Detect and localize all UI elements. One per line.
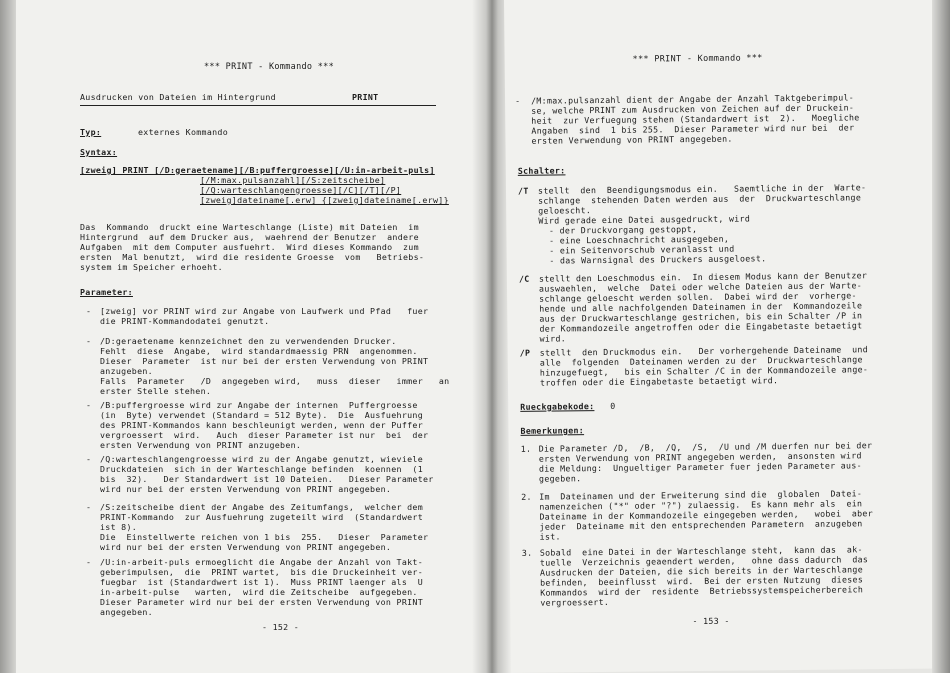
- param-line: Dieser Parameter wird nur bei der ersten Verwendung von PRINT: [100, 597, 424, 607]
- remark-number: 2.: [521, 491, 532, 502]
- param-line: [zweig] vor PRINT wird zur Angabe von Laufwerk und Pfad fuer: [100, 306, 429, 316]
- switch-line: Wird gerade eine Datei ausgedruckt, wird: [538, 213, 751, 226]
- page-header: *** PRINT - Kommando ***: [204, 62, 335, 72]
- switch-line: aus der Druckwarteschlange gestrichen, bis ein Schalter /P in: [539, 310, 863, 324]
- param-line: (in Byte) verwendet (Standard = 512 Byte). Die Ausfuehrung: [100, 410, 424, 420]
- command-name: PRINT: [352, 92, 379, 102]
- param-line: /S:zeitscheibe dient der Angabe des Zeitumfangs, welcher dem: [100, 502, 424, 512]
- param-line: vergroessert wird. Auch dieser Parameter ist nur bei der: [100, 430, 429, 440]
- param-line: ersten Verwendung von PRINT angegeben.: [531, 133, 733, 146]
- syntax-line: [zweig]dateiname[.erw] {[zweig]dateiname[.erw]}: [200, 195, 449, 205]
- switch-line: - das Warnsignal des Druckers ausgeloest.: [538, 253, 767, 266]
- bullet-dash: -: [86, 557, 92, 567]
- bullet-dash: -: [86, 306, 92, 316]
- rueckgabekode-value: 0: [610, 400, 616, 411]
- switch-line: stellt den Druckmodus ein. Der vorhergehende Dateiname und: [539, 344, 869, 358]
- section-title: Ausdrucken von Dateien im Hintergrund: [80, 92, 276, 102]
- param-line: heit zur Verfuegung stehen (Standardwert ist 2). Moegliche: [531, 112, 860, 126]
- switch-line: schlange stehenden Daten werden aus der Druckwarteschlange: [538, 192, 862, 206]
- remark-line: Sobald eine Datei in der Warteschlange steht, kann das ak-: [539, 544, 863, 558]
- syntax-line: [zweig] PRINT [/D:geraetename][/B:puffergroesse][/U:in-arbeit-puls]: [80, 165, 435, 175]
- param-line: /U:in-arbeit-puls ermoeglicht die Angabe der Anzahl von Takt-: [100, 557, 424, 567]
- switch-line: hinzugefuegt, bis ein Schalter /C in der Kommandozeile ange-: [539, 364, 869, 378]
- parameter-label: Parameter:: [80, 287, 133, 297]
- param-line: /Q:warteschlangengroesse wird zu der Angabe genutzt, wieviele: [100, 454, 424, 464]
- param-line: bis 32). Der Standardwert ist 10 Dateien. Dieser Parameter: [100, 474, 434, 484]
- bullet-dash: -: [86, 400, 92, 410]
- switch-key: /C: [518, 273, 530, 284]
- param-line: angegeben.: [100, 607, 153, 617]
- param-line: des PRINT-Kommandos kann beschleunigt werden, wenn der Puffer: [100, 420, 424, 430]
- remark-line: vergroessert.: [540, 596, 610, 608]
- param-line: geberimpulsen, die PRINT wartet, bis die Druckeinheit ver-: [100, 567, 424, 577]
- param-line: Druckdateien sich in der Warteschlange befinden koennen (1: [100, 464, 424, 474]
- param-line: /B:puffergroesse wird zur Angabe der internen Puffergroesse: [100, 400, 418, 410]
- switch-line: der Kommandozeile angetroffen oder die Eingabetaste betaetigt: [539, 320, 863, 334]
- page-153: [504, 0, 941, 673]
- remark-line: gegeben.: [538, 473, 582, 484]
- param-line: wird nur bei der ersten Verwendung von PRINT angegeben.: [100, 542, 392, 552]
- remark-line: tuelle Verzeichnis geaendert werden, ohne dass dadurch das: [539, 554, 869, 568]
- param-line: Fehlt diese Angabe, wird standardmaessig PRN angenommen.: [100, 346, 418, 356]
- param-line: se, welche PRINT zum Ausdrucken von Zeichen auf der Druckein-: [531, 102, 855, 116]
- param-line: PRINT-Kommando zur Ausfuehrung zugeteilt wird (Standardwert: [100, 512, 424, 522]
- param-line: /M:max.pulsanzahl dient der Angabe der Anzahl Taktgeberimpul-: [531, 92, 855, 106]
- remark-line: Im Dateinamen und der Erweiterung sind die globalen Datei-: [539, 488, 863, 502]
- page-number: - 153 -: [692, 615, 730, 627]
- switch-line: stellt den Loeschmodus ein. In diesem Modus kann der Benutzer: [538, 270, 868, 284]
- bullet-dash: -: [86, 502, 92, 512]
- switch-key: /P: [519, 347, 531, 358]
- switch-line: wird.: [539, 333, 567, 344]
- param-line: anzugeben.: [100, 366, 153, 376]
- page-152: [16, 0, 478, 673]
- param-line: fuegbar ist (Standardwert ist 1). Muss PRINT laenger als U: [100, 577, 424, 587]
- syntax-line: [/M:max.pulsanzahl][/S:zeitscheibe]: [200, 175, 386, 185]
- title-rule: [80, 105, 436, 106]
- remark-number: 1.: [520, 443, 532, 454]
- intro-line: system im Speicher erhoeht.: [80, 262, 223, 272]
- syntax-label: Syntax:: [80, 147, 118, 157]
- switch-key: /T: [517, 185, 529, 196]
- switch-line: - eine Loeschnachricht ausgegeben,: [538, 233, 730, 246]
- param-line: Angaben sind 1 bis 255. Dieser Parameter wird nur bei der: [531, 122, 855, 136]
- switch-line: auswaehlen, welche Datei oder welche Dateien aus der Warte-: [538, 280, 863, 294]
- intro-line: Das Kommando druckt eine Warteschlange (Liste) mit Dateien im: [80, 222, 419, 232]
- typ-value: externes Kommando: [138, 127, 229, 137]
- switch-line: geloescht.: [538, 205, 592, 216]
- remark-line: befinden, beeinflusst wird. Bei der ersten Nutzung dieses: [540, 574, 864, 588]
- param-line: wird nur bei der ersten Verwendung von PRINT angegeben.: [100, 484, 392, 494]
- remark-number: 3.: [521, 547, 533, 558]
- intro-line: Hintergrund auf dem Drucker aus, waehrend der Benutzer andere: [80, 232, 419, 242]
- remark-line: Kommandos wird der residente Betriebssystemspeicherbereich: [540, 584, 864, 598]
- remark-line: ist.: [539, 531, 561, 542]
- bullet-dash: -: [86, 336, 92, 346]
- param-line: erster Stelle stehen.: [100, 386, 212, 396]
- param-line: /D:geraetename kennzeichnet den zu verwendenden Drucker.: [100, 336, 397, 346]
- bullet-dash: -: [515, 95, 521, 106]
- page-number: - 152 -: [262, 622, 300, 632]
- switch-line: hende und alle nachfolgenden Dateinamen in der Kommandozeile: [539, 300, 863, 314]
- switch-line: schlange geloescht werden sollen. Dabei wird der vorherge-: [539, 290, 857, 304]
- intro-line: Aufgaben mit dem Computer ausfuehrt. Wird dieses Kommando zum: [80, 242, 419, 252]
- remark-line: Dateiname in der Kommandozeile eingegeben werden, wobei aber: [539, 508, 874, 522]
- param-line: die PRINT-Kommandodatei genutzt.: [100, 316, 270, 326]
- param-line: ist 8).: [100, 522, 138, 532]
- switch-line: troffen oder die Eingabetaste betaetigt wird.: [539, 375, 779, 388]
- param-line: Falls Parameter /D angegeben wird, muss dieser immer an: [100, 376, 450, 386]
- remark-line: die Meldung: Ungueltiger Parameter fuer jeden Parameter aus-: [538, 460, 862, 474]
- param-line: in-arbeit-pulse warten, wird die Zeitscheibe aufgegeben.: [100, 587, 418, 597]
- bemerkungen-label: Bemerkungen:: [520, 425, 585, 436]
- remark-line: jeder Dateiname mit den entsprechenden Parametern anzugeben: [539, 518, 863, 532]
- page-header: *** PRINT - Kommando ***: [632, 53, 763, 65]
- remark-line: Die Parameter /D, /B, /Q, /S, /U und /M duerfen nur bei der: [538, 440, 873, 454]
- param-line: Die Einstellwerte reichen von 1 bis 255. Dieser Parameter: [100, 532, 429, 542]
- right-book-edge: [932, 0, 950, 673]
- switch-line: stellt den Beendigungsmodus ein. Saemtliche in der Warte-: [537, 182, 867, 196]
- switch-line: - der Druckvorgang gestoppt,: [538, 223, 698, 236]
- remark-line: ersten Verwendung von PRINT angegeben werden, ansonsten wird: [538, 450, 862, 464]
- remark-line: namenzeichen ("*" oder "?") zulaessig. Es kann mehr als ein: [539, 498, 863, 512]
- switch-line: - ein Seitenvorschub veranlasst und: [538, 243, 735, 256]
- schalter-label: Schalter:: [517, 165, 566, 176]
- switch-line: alle folgenden Dateinamen werden zu der Druckwarteschlange: [539, 354, 863, 368]
- syntax-line: [/Q:warteschlangengroesse][/C][/T][/P]: [200, 185, 402, 195]
- param-line: ersten Verwendung von PRINT anzugeben.: [100, 440, 302, 450]
- bullet-dash: -: [86, 454, 92, 464]
- typ-label: Typ:: [80, 127, 102, 137]
- rueckgabekode-label: Rueckgabekode:: [520, 401, 595, 412]
- remark-line: Ausdrucken der Dateien, die sich bereits in der Warteschlange: [539, 564, 864, 578]
- param-line: Dieser Parameter ist nur bei der ersten Verwendung von PRINT: [100, 356, 429, 366]
- intro-line: ersten Mal benutzt, wird die residente Groesse vom Betriebs-: [80, 252, 425, 262]
